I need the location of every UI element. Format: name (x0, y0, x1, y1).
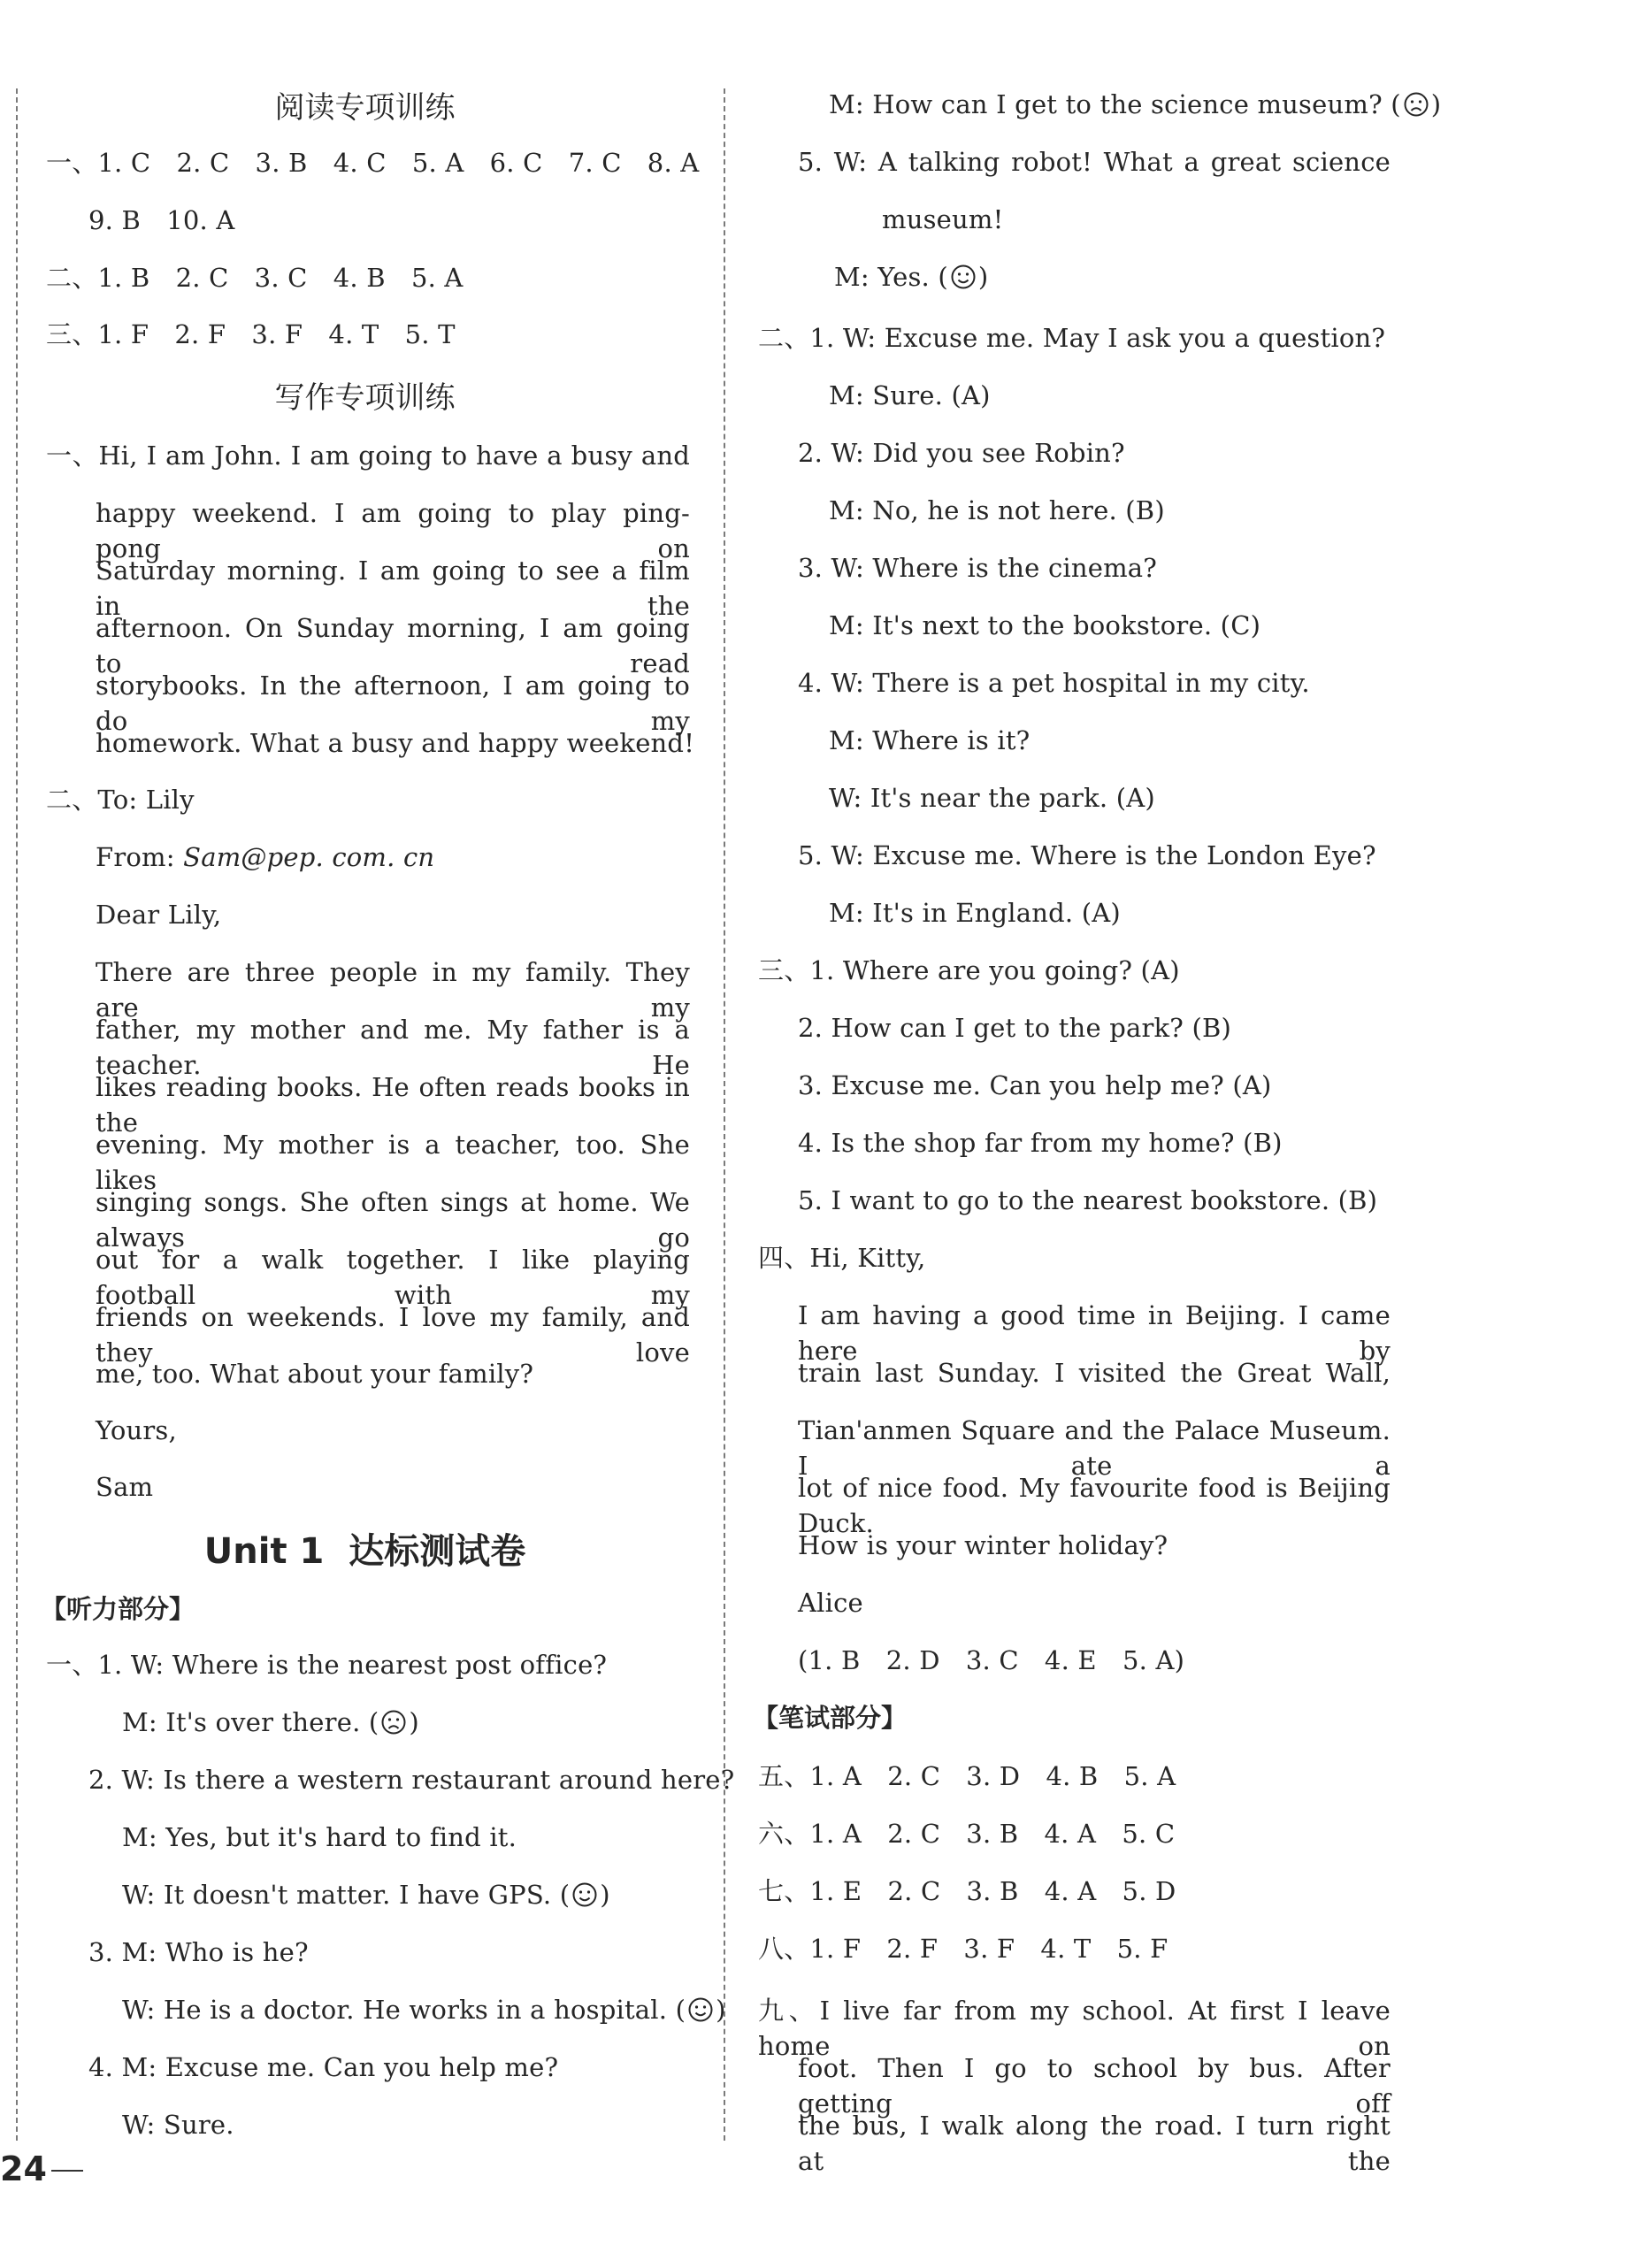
writing-text-line: afternoon. On Sunday morning, I am going to read (96, 613, 690, 678)
from-email: Sam@pep. com. cn (183, 842, 435, 872)
listening-line: 三、1. Where are you going? (A) (758, 955, 1180, 985)
listening-line: 3. W: Where is the cinema? (798, 553, 1158, 583)
listening-line: 3. M: Who is he? (88, 1937, 309, 1967)
listening-line: M: Sure. (A) (829, 380, 991, 410)
listening-line: M: No, he is not here. (B) (829, 495, 1165, 525)
letter-line: out for a walk together. I like playing football with my (96, 1245, 690, 1310)
essay-line: 九、I live far from my school. At first I leave home on (758, 1996, 1391, 2061)
reading-answers-line: 9. B 10. A (88, 205, 235, 235)
written-answers-line: 七、1. E 2. C 3. B 4. A 5. D (758, 1876, 1176, 1906)
happy-face-icon (687, 1996, 714, 2023)
written-answers-line: 六、1. A 2. C 3. B 4. A 5. C (758, 1819, 1176, 1849)
writing-text-line: Saturday morning. I am going to see a film in the (96, 556, 690, 621)
listening-line: M: It's in England. (A) (829, 898, 1121, 928)
listening-line: museum! (882, 204, 1004, 234)
letter-line: singing songs. She often sings at home. We always go (96, 1187, 690, 1253)
letter-line: evening. My mother is a teacher, too. She likes (96, 1130, 690, 1195)
listening-line: W: Sure. (122, 2110, 234, 2140)
reading-answers-line: 一、1. C 2. C 3. B 4. C 5. A 6. C 7. C 8. A (46, 148, 700, 178)
listening-line: 4. M: Excuse me. Can you help me? (88, 2052, 559, 2082)
reading-heading: 阅读专项训练 (274, 90, 456, 126)
listening-line: 5. I want to go to the nearest bookstore. (B) (798, 1185, 1378, 1215)
listening-line: 5. W: Excuse me. Where is the London Eye? (798, 840, 1376, 870)
letter-line: Dear Lily, (96, 900, 222, 930)
letter-line: Alice (798, 1588, 863, 1618)
page-number-dash (51, 2170, 83, 2172)
reading-answers-line: 三、1. F 2. F 3. F 4. T 5. T (46, 319, 456, 349)
written-answers-line: 五、1. A 2. C 3. D 4. B 5. A (758, 1761, 1176, 1791)
from-label: From: (96, 842, 184, 872)
listening-line: 5. W: A talking robot! What a great science (798, 147, 1391, 177)
letter-line: Tian'anmen Square and the Palace Museum. I ate a (798, 1415, 1391, 1481)
listening-line: M: Yes. ( ) (834, 262, 989, 292)
listening-line: 2. How can I get to the park? (B) (798, 1013, 1232, 1043)
writing-text-line: happy weekend. I am going to play ping-pong on (96, 498, 690, 563)
written-answers-line: 八、1. F 2. F 3. F 4. T 5. F (758, 1934, 1168, 1964)
letter-line: me, too. What about your family? (96, 1359, 534, 1389)
listening-line: M: It's next to the bookstore. (C) (829, 610, 1261, 640)
letter-line: Yours, (96, 1415, 177, 1445)
listening-label: 【听力部分】 (41, 1594, 195, 1624)
happy-face-icon (950, 264, 977, 290)
listening-line: W: It's near the park. (A) (829, 783, 1155, 813)
letter-line: train last Sunday. I visited the Great Wall, (798, 1358, 1391, 1388)
letter-line: 四、Hi, Kitty, (758, 1243, 926, 1273)
page-number: 24 (0, 2149, 47, 2188)
listening-line: 2. W: Is there a western restaurant around here? (88, 1765, 735, 1795)
letter-line: Sam (96, 1472, 154, 1502)
essay-line: foot. Then I go to school by bus. After getting off (798, 2053, 1391, 2119)
written-label: 【笔试部分】 (753, 1703, 908, 1733)
listening-line: M: Where is it? (829, 725, 1031, 755)
listening-line: 4. W: There is a pet hospital in my city. (798, 668, 1310, 698)
letter-line: lot of nice food. My favourite food is Beijing Duck. (798, 1473, 1391, 1538)
listening-line: M: Yes, but it's hard to find it. (122, 1822, 517, 1852)
letter-line: I am having a good time in Beijing. I came here by (798, 1300, 1391, 1366)
writing-text-line: 一、Hi, I am John. I am going to have a busy and (46, 441, 690, 471)
letter-to-line: 二、To: Lily (46, 785, 195, 815)
sad-face-icon (1403, 91, 1429, 118)
letter-answers-line: (1. B 2. D 3. C 4. E 5. A) (798, 1645, 1185, 1675)
happy-face-icon (571, 1881, 598, 1908)
letter-from-line (96, 839, 434, 875)
letter-line: friends on weekends. I love my family, and they love (96, 1302, 690, 1368)
unit-title: Unit 1 达标测试卷 (203, 1531, 526, 1572)
essay-line: the bus, I walk along the road. I turn right at the (798, 2111, 1391, 2176)
listening-line: M: It's over there. ( ) (122, 1707, 419, 1737)
letter-line: father, my mother and me. My father is a teacher. He (96, 1015, 690, 1080)
listening-line: 3. Excuse me. Can you help me? (A) (798, 1070, 1272, 1100)
listening-line: W: He is a doctor. He works in a hospital. ( ) (122, 1995, 726, 2025)
listening-line: 二、1. W: Excuse me. May I ask you a question? (758, 323, 1386, 353)
letter-line: There are three people in my family. They are my (96, 957, 690, 1023)
letter-line: How is your winter holiday? (798, 1530, 1168, 1560)
sad-face-icon (380, 1709, 407, 1735)
listening-line: 2. W: Did you see Robin? (798, 438, 1125, 468)
listening-line: M: How can I get to the science museum? ( ) (829, 89, 1442, 119)
listening-line: W: It doesn't matter. I have GPS. ( ) (122, 1880, 610, 1910)
reading-answers-line: 二、1. B 2. C 3. C 4. B 5. A (46, 263, 464, 293)
listening-line: 4. Is the shop far from my home? (B) (798, 1128, 1283, 1158)
listening-line: 一、1. W: Where is the nearest post office? (46, 1650, 608, 1680)
letter-line: likes reading books. He often reads books in the (96, 1072, 690, 1138)
writing-text-line: storybooks. In the afternoon, I am going to do my (96, 670, 690, 736)
writing-heading: 写作专项训练 (274, 380, 456, 416)
writing-text-line: homework. What a busy and happy weekend! (96, 728, 695, 758)
